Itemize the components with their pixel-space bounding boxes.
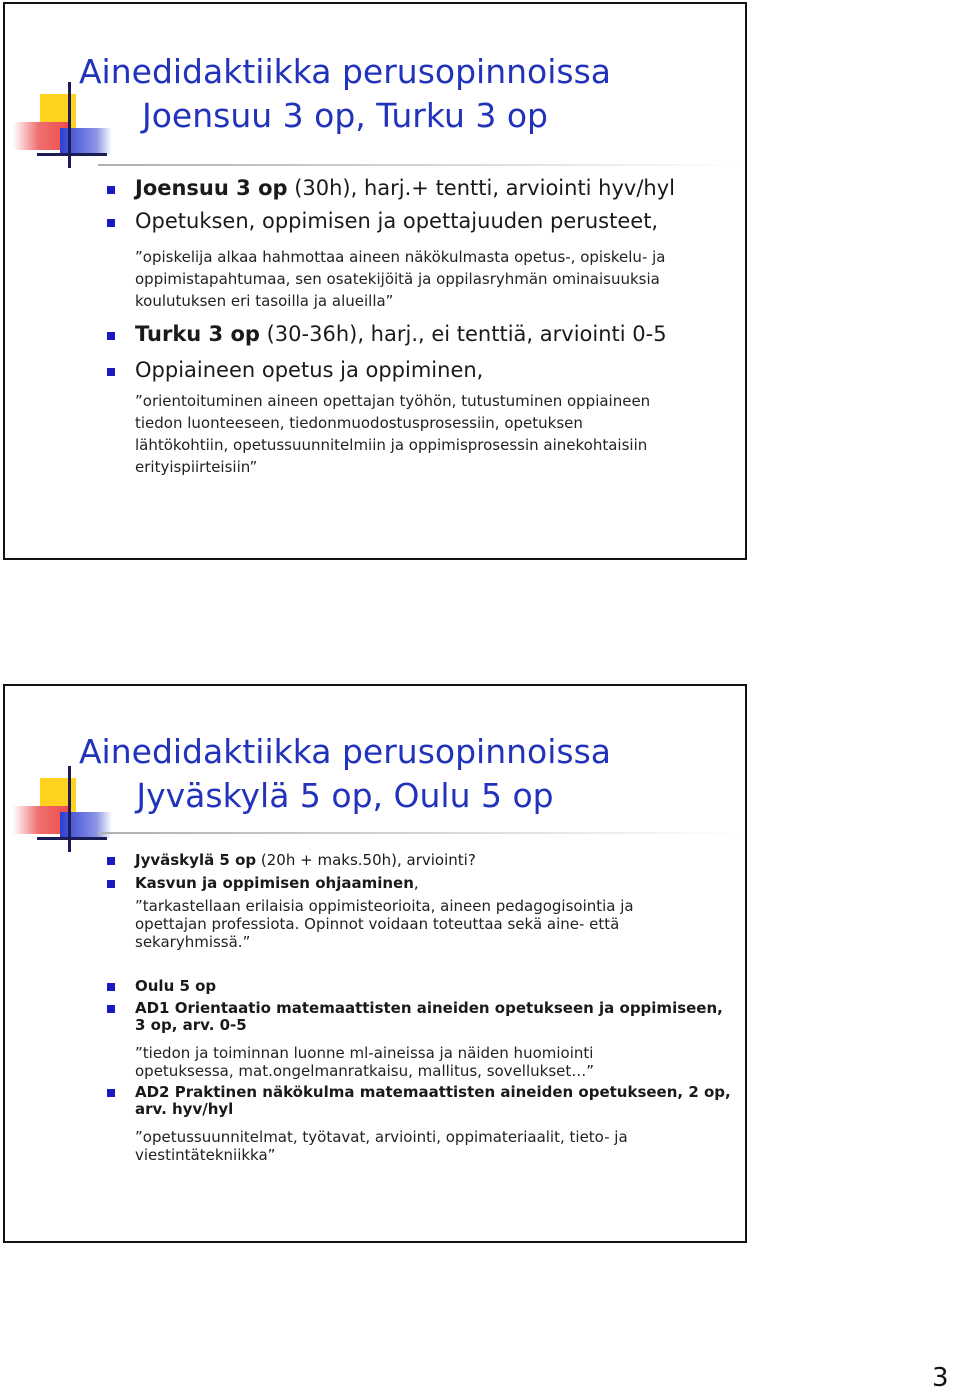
bullet-bold: Turku 3 op (135, 322, 260, 346)
bullet-text: Opetuksen, oppimisen ja opettajuuden perusteet, (135, 209, 659, 233)
slide-1 (3, 2, 747, 560)
bullet-bold: Kasvun ja oppimisen ohjaaminen (135, 874, 414, 892)
quote-line: tiedon luonteeseen, tiedonmuodostusprosessiin, opetuksen (135, 414, 583, 432)
bullet-text: (30-36h), harj., ei tenttiä, arviointi 0-5 (259, 322, 667, 346)
quote-line: ”opiskelija alkaa hahmottaa aineen näkökulmasta opetus-, opiskelu- ja (135, 248, 666, 266)
bullet-joensuu (135, 172, 675, 205)
quote-line: sekaryhmissä.” (135, 933, 251, 951)
title-line-1: Ainedidaktiikka perusopinnoissa (78, 732, 611, 771)
bullet-bold: 3 op, arv. 0-5 (135, 1016, 247, 1034)
quote-line: ”tarkastellaan erilaisia oppimisteorioita, aineen pedagogisointia ja (135, 897, 634, 915)
bullet-text: Oppiaineen opetus ja oppiminen, (135, 358, 484, 382)
bullet-icon (107, 186, 115, 194)
quote-line: ”tiedon ja toiminnan luonne ml-aineissa ja näiden huomiointi (135, 1044, 594, 1062)
bullet-icon (107, 332, 115, 340)
bullet-icon (107, 880, 115, 888)
bullet-icon (107, 1089, 115, 1097)
bullet-bold: AD2 Praktinen näkökulma matemaattisten aineiden opetukseen, 2 op, (135, 1083, 731, 1101)
bullet-ad2-cont (135, 1099, 233, 1120)
quote-line: erityispiirteisiin” (135, 458, 258, 476)
title-line-2: Joensuu 3 op, Turku 3 op (141, 96, 548, 135)
bullet-opetuksen (135, 205, 658, 238)
title-line-2: Jyväskylä 5 op, Oulu 5 op (136, 776, 554, 815)
bullet-icon (107, 219, 115, 227)
bullet-oppiaineen (135, 354, 483, 387)
bullet-bold: arv. hyv/hyl (135, 1100, 234, 1118)
bullet-text: , (413, 874, 419, 892)
bullet-ad1-cont (135, 1015, 247, 1036)
bullet-bold: AD1 Orientaatio matemaattisten aineiden opetukseen ja oppimiseen, (135, 999, 723, 1017)
bullet-text: (30h), harj.+ tentti, arviointi hyv/hyl (287, 176, 675, 200)
title-line-1: Ainedidaktiikka perusopinnoissa (78, 52, 611, 91)
bullet-icon (107, 368, 115, 376)
bullet-icon (107, 1005, 115, 1013)
bullet-bold: Oulu 5 op (135, 977, 217, 995)
bullet-text: (20h + maks.50h), arviointi? (256, 851, 476, 869)
slide-2 (3, 684, 747, 1243)
bullet-icon (107, 857, 115, 865)
bullet-jyvaskyla (135, 850, 476, 871)
bullet-bold: Joensuu 3 op (135, 176, 288, 200)
quote-line: ”opetussuunnitelmat, työtavat, arviointi, oppimateriaalit, tieto- ja (135, 1128, 628, 1146)
quote-line: lähtökohtiin, opetussuunnitelmiin ja oppimisprosessin ainekohtaisiin (135, 436, 648, 454)
bullet-kasvun (135, 873, 419, 894)
bullet-turku (135, 318, 667, 351)
bullet-icon (107, 983, 115, 991)
quote-line: koulutuksen eri tasoilla ja alueilla” (135, 292, 394, 310)
quote-line: ”orientoituminen aineen opettajan työhön, tutustuminen oppiaineen (135, 392, 651, 410)
quote-line: viestintätekniikka” (135, 1146, 276, 1164)
quote-line: oppimistapahtumaa, sen osatekijöitä ja oppilasryhmän ominaisuuksia (135, 270, 660, 288)
quote-line: opettajan professiota. Opinnot voidaan toteuttaa sekä aine- että (135, 915, 620, 933)
page-number: 3 (932, 1363, 949, 1393)
bullet-bold: Jyväskylä 5 op (135, 851, 257, 869)
bullet-oulu (135, 976, 216, 997)
quote-line: opetuksessa, mat.ongelmanratkaisu, mallitus, sovellukset…” (135, 1062, 595, 1080)
